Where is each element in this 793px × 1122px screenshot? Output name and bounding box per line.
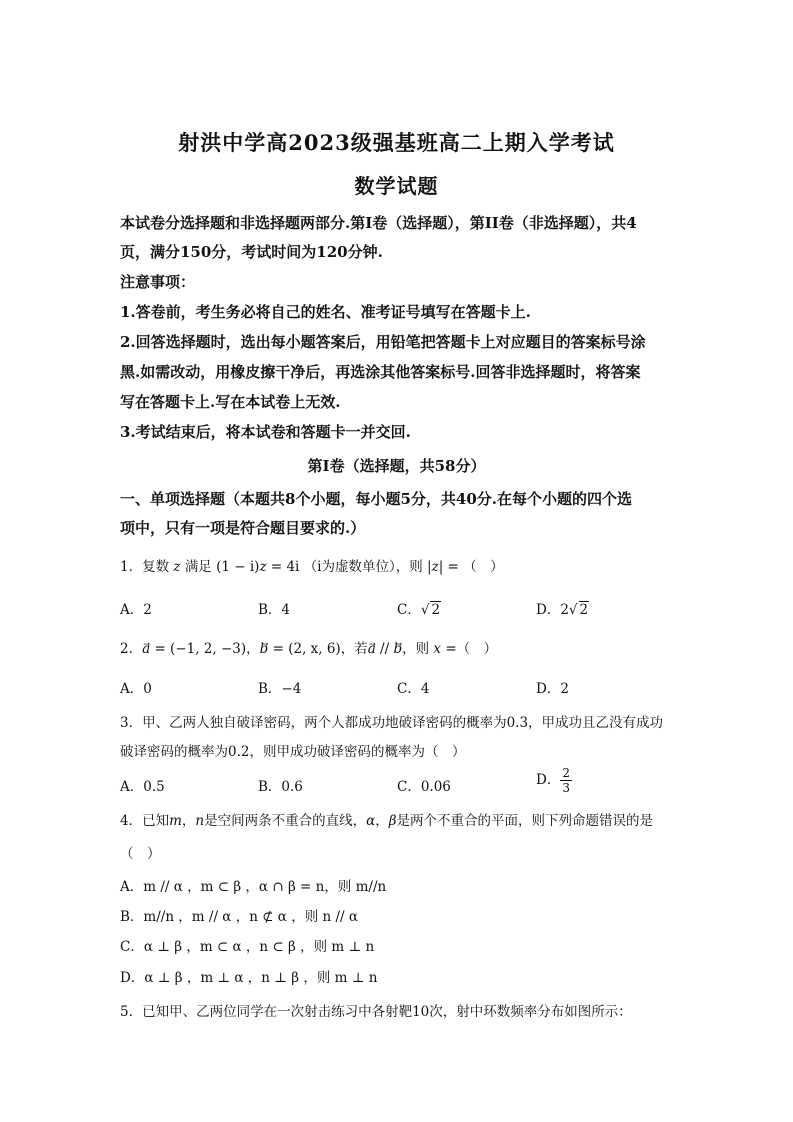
section-title: 第I卷（选择题，共58分） [307, 457, 486, 475]
q4-text-c: 是两个不重合的平面，则下列命题 [396, 813, 600, 829]
note-2-line-3: 写在答题卡上.写在本试卷上无效. [120, 393, 341, 411]
notes-heading: 注意事项： [120, 273, 196, 291]
q4-option-c: C．α ⊥ β ，m ⊂ α ，n ⊂ β ，则 m ⊥ n [120, 939, 375, 955]
question-5-line-1: 5．已知甲、乙两位同学在一次射击练习中各射靶10次，射中环数频率分布如图所示： [120, 1004, 632, 1020]
note-2-line-2: 黑.如需改动，用橡皮擦干净后，再选涂其他答案标号.回答非选择题时，将答案 [120, 363, 641, 381]
q2-option-b: B．−4 [258, 681, 302, 697]
q1-option-c: C．√ 2 [397, 602, 441, 618]
exam-title: 射洪中学高2023级强基班高二上期入学考试 [178, 130, 615, 155]
note-1: 1.答卷前，考生务必将自己的姓名、准考证号填写在答题卡上. [120, 303, 531, 321]
q2-option-c: C．4 [397, 681, 430, 697]
q3-option-a: A．0.5 [120, 779, 165, 795]
q4-option-b: B．m//n ，m // α ，n ⊄ α ，则 n // α [120, 909, 358, 925]
q1-option-c-radicand: 2 [431, 602, 441, 618]
q1-option-d-label: D． [536, 602, 561, 618]
q2-option-a: A．0 [120, 681, 152, 697]
intro-line-2: 页，满分150分，考试时间为120分钟. [120, 243, 383, 261]
q2-text-c: ，则 [402, 641, 430, 657]
part-1-heading-line-2: 项中，只有一项是符合题目要求的.） [120, 519, 366, 537]
note-3: 3.考试结束后，将本试卷和答题卡一并交回. [120, 423, 411, 441]
q4-option-d: D．α ⊥ β ，m ⊥ α ，n ⊥ β ，则 m ⊥ n [120, 970, 378, 986]
q2-vector-a: = (−1, 2, −3) [154, 641, 247, 657]
question-1-stem: 1．复数 z 满足 (1 − i)z = 4i （i为虚数单位），则 |z| = （ ） [120, 559, 504, 575]
q1-option-d-coef: 2 [560, 602, 569, 618]
q4-option-a: A．m // α ，m ⊂ β ，α ∩ β = n，则 m//n [120, 879, 387, 895]
q1-text-c: （i为虚数单位），则 [303, 559, 423, 575]
intro-line-1: 本试卷分选择题和非选择题两部分.第I卷（选择题），第II卷（非选择题），共4 [120, 214, 637, 232]
q3-option-d [536, 766, 572, 795]
question-4-line-1: 4．已知m，n是空间两条不重合的直线，α，β是两个不重合的平面，则下列命题错误的是 [120, 813, 654, 829]
q1-option-d: D．2√ 2 [536, 602, 589, 618]
q3-option-d-label: D． [536, 772, 561, 788]
q2-text-d: =（ ） [445, 641, 498, 657]
q3-option-b: B．0.6 [258, 779, 303, 795]
q1-option-c-label: C． [397, 602, 421, 618]
q2-vector-b: = (2, x, 6) [272, 641, 341, 657]
question-4-line-2: （ ） [120, 846, 161, 862]
q4-text-d: 的是 [626, 813, 654, 829]
q1-option-d-radicand: 2 [579, 602, 589, 618]
q4-text-a: 4．已知 [120, 813, 170, 829]
note-2-line-1: 2.回答选择题时，选出每小题答案后，用铅笔把答题卡上对应题目的答案标号涂 [120, 333, 646, 351]
part-1-heading-line-1: 一、单项选择题（本题共8个小题，每小题5分，共40分.在每个小题的四个选 [120, 490, 632, 508]
q4-emphasis: 错误 [599, 813, 627, 829]
q1-text-b: 满足 [184, 559, 212, 575]
q3-option-d-fraction [560, 766, 572, 795]
question-3-line-2: 破译密码的概率为0.2，则甲成功破译密码的概率为（ ） [120, 744, 466, 760]
q3-option-c: C．0.06 [397, 779, 451, 795]
q2-option-d: D．2 [536, 681, 569, 697]
q2-sep: ， [246, 641, 260, 657]
q1-text-a: 1．复数 [120, 559, 170, 575]
q3-option-d-denominator: 3 [562, 781, 570, 795]
exam-subtitle: 数学试题 [354, 174, 439, 198]
q1-option-b: B．4 [258, 602, 291, 618]
question-2-stem: 2．a⃗ = (−1, 2, −3)，b⃗ = (2, x, 6)，若a⃗ // b，则 x =（ ） [120, 641, 498, 657]
q1-text-d: （ ） [463, 559, 504, 575]
q2-text-a: 2． [120, 641, 143, 657]
question-3-line-1: 3．甲、乙两人独自破译密码，两个人都成功地破译密码的概率为0.3，甲成功且乙没有成功 [120, 715, 664, 731]
q4-text-b: 是空间两条不重合的直线， [204, 813, 367, 829]
q1-option-a: A．2 [120, 602, 152, 618]
q3-option-d-numerator: 2 [562, 766, 570, 780]
q2-text-b: ，若 [340, 641, 368, 657]
